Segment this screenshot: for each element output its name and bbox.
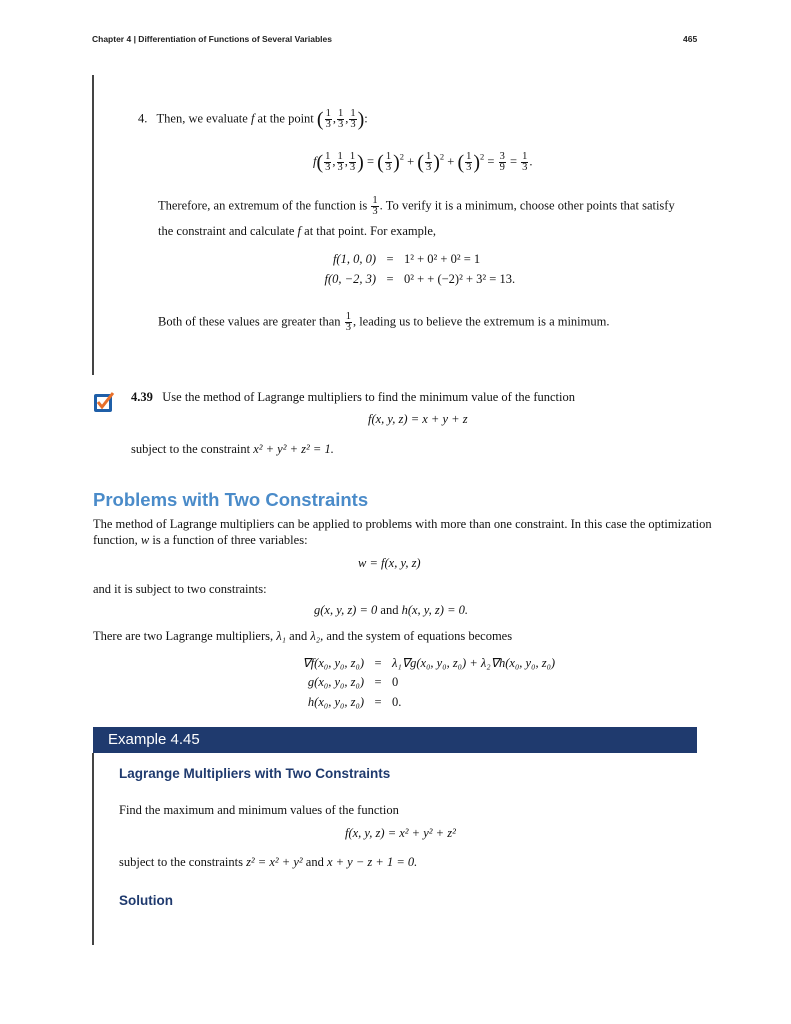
math-part: λ₂, bbox=[310, 629, 324, 643]
math-part: 1 bbox=[345, 311, 351, 322]
math-part: is a function of three variables: bbox=[149, 533, 308, 547]
math-part bbox=[371, 196, 378, 217]
math-part: and the system of equations becomes bbox=[323, 629, 513, 643]
math-part: 3 bbox=[325, 119, 331, 130]
text: at the point bbox=[254, 111, 317, 126]
math-part: 3 bbox=[466, 162, 472, 173]
paragraph bbox=[93, 532, 308, 548]
math-part: = bbox=[386, 252, 394, 266]
math-part: 3 bbox=[325, 162, 331, 173]
checkpoint-icon bbox=[93, 391, 115, 413]
math-part: 1 bbox=[337, 108, 344, 119]
math-part: function, bbox=[93, 533, 141, 547]
fraction bbox=[349, 109, 356, 130]
math-part: 3 bbox=[349, 162, 356, 173]
math-f: f bbox=[250, 111, 255, 126]
paragraph bbox=[158, 223, 436, 239]
solution-heading: Solution bbox=[119, 893, 173, 908]
math-part: = bbox=[374, 656, 382, 670]
math-part bbox=[499, 152, 506, 173]
math-part: x² + y² + z² = 1. bbox=[253, 442, 334, 456]
math-part: = bbox=[509, 154, 518, 169]
fraction bbox=[337, 109, 344, 130]
math-part: + bbox=[407, 154, 415, 169]
math-part: = bbox=[386, 272, 394, 286]
math-part: 9 bbox=[499, 162, 505, 173]
math-part: , bbox=[332, 111, 336, 126]
example-left-rule bbox=[92, 753, 94, 945]
math-part: , bbox=[332, 154, 336, 169]
math-part: 2 bbox=[399, 151, 404, 162]
math-part: 1 bbox=[325, 108, 331, 119]
left-rule bbox=[92, 75, 94, 375]
math-part: ) bbox=[357, 108, 365, 131]
math-part: + bbox=[447, 154, 455, 169]
math-part: f bbox=[297, 224, 302, 238]
math-part: and bbox=[377, 603, 402, 617]
math-part: . To verify it is a minimum, choose other points that satisfy bbox=[379, 198, 675, 213]
math-part: ( bbox=[316, 151, 324, 174]
math-part: ) bbox=[357, 151, 364, 174]
math-part: w bbox=[140, 533, 150, 547]
math-part: = bbox=[374, 675, 382, 689]
math-part: 0² + + (−2)² + 3² = 13. bbox=[404, 272, 516, 286]
paragraph: Find the maximum and minimum values of the function bbox=[119, 803, 399, 817]
math-part: 3 bbox=[337, 162, 343, 173]
math-part: 3 bbox=[372, 206, 378, 217]
math-part: = bbox=[487, 154, 495, 169]
math-part: z² = x² + y² bbox=[246, 855, 303, 869]
math-part bbox=[349, 152, 356, 173]
equation: f(x, y, z) = x + y + z bbox=[368, 412, 468, 426]
paragraph: and it is subject to two constraints: bbox=[93, 582, 267, 596]
fraction bbox=[325, 109, 332, 130]
math-part: Use the method of Lagrange multipliers to find the minimum value of the function bbox=[162, 390, 576, 404]
section-heading: Problems with Two Constraints bbox=[93, 489, 369, 510]
math-part: ( bbox=[377, 151, 384, 174]
math-part bbox=[337, 152, 344, 173]
math-part bbox=[465, 152, 472, 173]
paragraph bbox=[119, 854, 417, 870]
paragraph bbox=[158, 196, 675, 217]
math-part: f(0, −2, 3) bbox=[324, 272, 376, 286]
math-part: ) bbox=[393, 151, 400, 174]
math-part: 0. bbox=[392, 695, 402, 709]
math-part: ) bbox=[433, 151, 440, 174]
math-part: the constraint and calculate bbox=[158, 224, 298, 238]
math-part: and bbox=[302, 855, 327, 869]
equation-f-at-point bbox=[313, 152, 533, 173]
text: Then, we evaluate bbox=[156, 111, 251, 126]
math-part: 1 bbox=[466, 151, 472, 162]
math-part bbox=[425, 152, 432, 173]
math-part: λ₁ bbox=[276, 629, 287, 643]
math-part: 1² + 0² + 0² = 1 bbox=[404, 252, 481, 266]
math-part: 0 bbox=[392, 675, 399, 689]
example-banner bbox=[93, 727, 697, 753]
math-part: subject to the constraint bbox=[131, 442, 254, 456]
equation-row bbox=[300, 251, 515, 267]
math-part: : bbox=[364, 111, 368, 126]
math-part: 3 bbox=[345, 322, 351, 333]
example-title: Lagrange Multipliers with Two Constraints bbox=[119, 766, 391, 781]
math-part: 3 bbox=[337, 119, 344, 130]
math-part bbox=[521, 152, 528, 173]
math-part: 3 bbox=[499, 151, 505, 162]
math-part: h(x₀, y₀, z₀) bbox=[307, 695, 364, 709]
math-part: There are two Lagrange multipliers, bbox=[93, 629, 277, 643]
math-part: . bbox=[529, 154, 533, 169]
math-part: f bbox=[313, 154, 317, 169]
math-part: ∇f(x₀, y₀, z₀) bbox=[302, 656, 364, 670]
math-part: Therefore, an extremum of the function is bbox=[158, 198, 371, 213]
step-4-line bbox=[138, 109, 368, 130]
step-number: 4. bbox=[138, 111, 148, 126]
checkpoint-line bbox=[131, 389, 575, 405]
math-part: x + y − z + 1 = 0. bbox=[326, 855, 418, 869]
math-part: 3 bbox=[350, 119, 356, 130]
equation-row bbox=[262, 655, 555, 671]
equation-row bbox=[300, 271, 515, 287]
paragraph bbox=[158, 312, 609, 333]
math-part bbox=[385, 152, 392, 173]
equation: w = f(x, y, z) bbox=[358, 556, 421, 570]
paren: ( bbox=[316, 108, 324, 131]
math-part: ( bbox=[417, 151, 424, 174]
math-part: 3 bbox=[425, 162, 432, 173]
system-of-equations bbox=[262, 655, 555, 710]
math-part: g(x, y, z) = 0 bbox=[314, 603, 378, 617]
math-part: subject to the constraints bbox=[119, 855, 247, 869]
math-part: , leading us to believe the extremum is a minimum. bbox=[352, 314, 610, 329]
equation-row bbox=[262, 674, 555, 690]
math-part: 1 bbox=[385, 151, 392, 162]
running-header: Chapter 4 | Differentiation of Functions of Several Variables bbox=[92, 34, 332, 44]
math-part: f(1, 0, 0) bbox=[332, 252, 376, 266]
equation: f(x, y, z) = x² + y² + z² bbox=[345, 826, 456, 840]
math-part: ( bbox=[457, 151, 465, 174]
math-part: and bbox=[286, 629, 311, 643]
paragraph bbox=[93, 628, 512, 644]
math-part: Both of these values are greater than bbox=[158, 314, 344, 329]
example-values bbox=[300, 251, 515, 287]
math-part: λ₁∇g(x₀, y₀, z₀) + λ₂∇h(x₀, y₀, z₀) bbox=[392, 656, 556, 670]
example-label: Example 4.45 bbox=[108, 731, 200, 748]
math-part bbox=[324, 152, 331, 173]
math-part: at that point. For example, bbox=[301, 224, 437, 238]
math-part: 1 bbox=[522, 151, 528, 162]
equation bbox=[314, 602, 468, 618]
math-part: 1 bbox=[425, 151, 432, 162]
math-part: 2 bbox=[480, 151, 485, 162]
math-part: = bbox=[374, 695, 382, 709]
math-part: 1 bbox=[350, 108, 356, 119]
math-part bbox=[345, 312, 352, 333]
paragraph bbox=[131, 441, 334, 457]
math-part: h(x, y, z) = 0. bbox=[401, 603, 468, 617]
page-number: 465 bbox=[683, 34, 698, 44]
math-part: 3 bbox=[522, 162, 528, 173]
math-part: 2 bbox=[439, 151, 445, 162]
math-part: 1 bbox=[349, 151, 356, 162]
equation-row bbox=[262, 694, 555, 710]
math-part: 1 bbox=[325, 151, 331, 162]
checkpoint-number: 4.39 bbox=[131, 390, 153, 404]
math-part: , bbox=[344, 154, 348, 169]
paragraph: The method of Lagrange multipliers can be applied to problems with more than one constraint. In this case the optimization bbox=[93, 517, 712, 531]
math-part: 1 bbox=[337, 151, 343, 162]
math-part: 1 bbox=[372, 195, 378, 206]
math-part: = bbox=[366, 154, 375, 169]
math-part: , bbox=[345, 111, 349, 126]
math-part: g(x₀, y₀, z₀) bbox=[307, 675, 364, 689]
math-part: ) bbox=[473, 151, 481, 174]
math-part: 3 bbox=[385, 162, 392, 173]
